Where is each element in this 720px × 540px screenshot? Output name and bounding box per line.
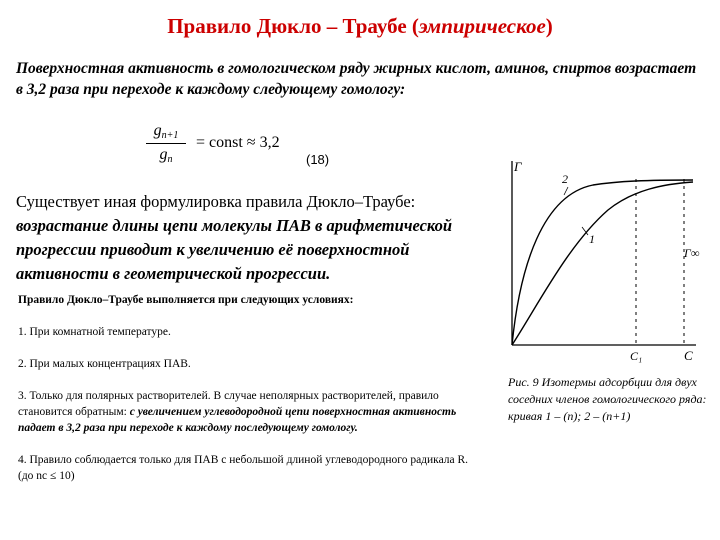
formula-rhs: = const ≈ 3,2 <box>196 134 280 151</box>
title-italic: эмпирическое <box>418 14 546 38</box>
condition-1: 1. При комнатной температуре. <box>18 326 171 338</box>
x-axis-label: C <box>684 348 693 363</box>
condition-2: 2. При малых концентрациях ПАВ. <box>18 358 191 370</box>
title-main: Правило Дюкло – Траубе ( <box>167 14 419 38</box>
alt-formulation <box>16 190 496 286</box>
condition-4: 4. Правило соблюдается только для ПАВ с небольшой длиной углеводородного радикала R. (до nc ≤ 10) <box>18 454 469 482</box>
curve-1 <box>512 182 693 345</box>
y-axis-label: Γ <box>514 159 522 174</box>
title-close: ) <box>545 14 553 38</box>
conditions-heading: Правило Дюкло–Траубе выполняется при следующих условиях: <box>18 294 354 306</box>
alt-plain: Существует иная формулировка правила Дюкло–Траубе: <box>16 192 416 211</box>
alt-emphasis: возрастание длины цепи молекулы ПАВ в арифметической прогрессии приводит к увеличению её поверхностной активности в геометрической прогрессии. <box>16 216 453 283</box>
gamma-inf-label: Γ∞ <box>684 246 700 260</box>
curve-1-label: 1 <box>589 232 595 246</box>
curve-2-label: 2 <box>562 172 568 186</box>
condition-3: 3. Только для полярных растворителей. В случае неполярных растворителей, правило становится обратным: с увеличением углеводородной цепи поверхностная активность падает в 3,2 раза при переходе к каждому последующему гомологу. <box>18 390 457 434</box>
formula-numerator: $g_{n+1}$ <box>153 122 179 141</box>
curve-2 <box>512 180 693 345</box>
page-title <box>0 14 720 39</box>
curve-2-pointer <box>564 187 568 195</box>
isotherm-chart <box>498 155 708 365</box>
conditions-block <box>18 292 478 500</box>
fraction-bar <box>146 143 186 144</box>
intro-text: Поверхностная активность в гомологическом ряду жирных кислот, аминов, спиртов возрастает в 3,2 раза при переходе к каждому следующему гомологу: <box>16 60 697 98</box>
formula-18 <box>132 118 352 176</box>
equation-number: (18) <box>306 152 330 167</box>
x-tick-c1: C₁ <box>630 349 643 363</box>
formula-fraction <box>146 122 186 165</box>
figure-caption: Рис. 9 Изотермы адсорбции для двух соседних членов гомологического ряда: кривая 1 – (n); 2 – (n+1) <box>508 375 707 423</box>
formula-denominator: $g_n$ <box>159 146 173 165</box>
